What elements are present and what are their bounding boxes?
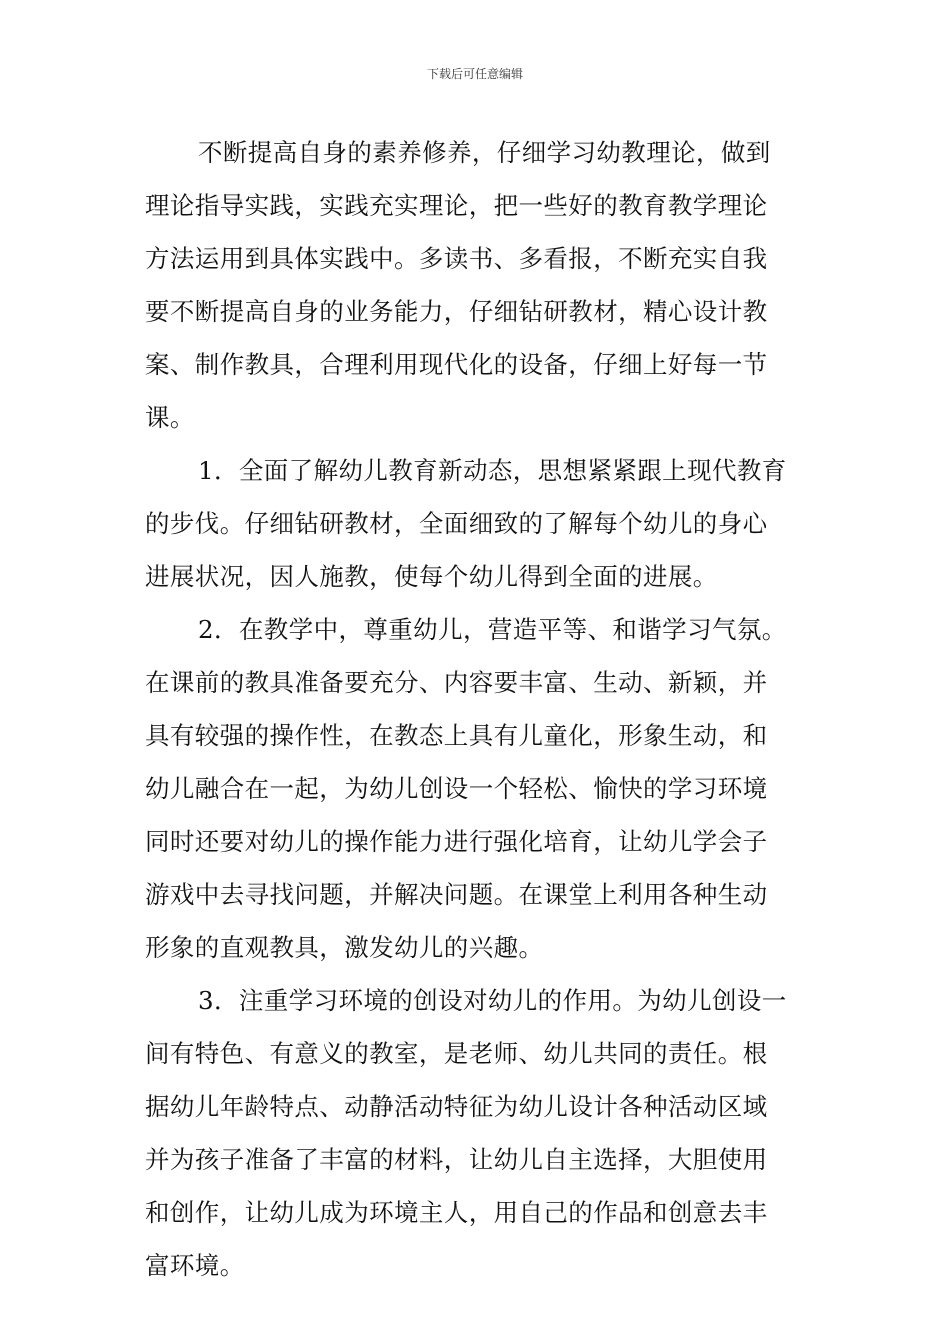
paragraph-item-2 xyxy=(145,603,807,974)
paragraph-item-3 xyxy=(145,974,807,1292)
paragraph-intro xyxy=(145,126,807,444)
paragraph-line: 并为孩子准备了丰富的材料，让幼儿自主选择，大胆使用 xyxy=(145,1145,768,1174)
paragraph-line: 1．全面了解幼儿教育新动态，思想紧紧跟上现代教育 xyxy=(198,456,787,485)
paragraph-line: 进展状况，因人施教，使每个幼儿得到全面的进展。 xyxy=(145,562,718,591)
paragraph-line: 要不断提高自身的业务能力，仔细钻研教材，精心设计教 xyxy=(145,297,768,326)
paragraph-line: 案、制作教具，合理利用现代化的设备，仔细上好每一节 xyxy=(145,350,768,379)
paragraph-line: 幼儿融合在一起，为幼儿创设一个轻松、愉快的学习环境 xyxy=(145,774,768,803)
paragraph-item-1 xyxy=(145,444,807,603)
paragraph-line: 间有特色、有意义的教室，是老师、幼儿共同的责任。根 xyxy=(145,1039,768,1068)
paragraph-line: 不断提高自身的素养修养，仔细学习幼教理论，做到 xyxy=(198,138,771,167)
paragraph-line: 富环境。 xyxy=(145,1251,245,1280)
paragraph-line: 和创作，让幼儿成为环境主人，用自己的作品和创意去丰 xyxy=(145,1198,768,1227)
paragraph-line: 游戏中去寻找问题，并解决问题。在课堂上利用各种生动 xyxy=(145,880,768,909)
body-text xyxy=(145,126,807,1292)
paragraph-line: 2．在教学中，尊重幼儿，营造平等、和谐学习气氛。 xyxy=(198,615,787,644)
paragraph-line: 据幼儿年龄特点、动静活动特征为幼儿设计各种活动区域 xyxy=(145,1092,768,1121)
paragraph-line: 的步伐。仔细钻研教材，全面细致的了解每个幼儿的身心 xyxy=(145,509,768,538)
paragraph-line: 同时还要对幼儿的操作能力进行强化培育，让幼儿学会子 xyxy=(145,827,768,856)
paragraph-line: 理论指导实践，实践充实理论，把一些好的教育教学理论 xyxy=(145,191,768,220)
paragraph-line: 具有较强的操作性，在教态上具有儿童化，形象生动，和 xyxy=(145,721,768,750)
paragraph-line: 形象的直观教具，激发幼儿的兴趣。 xyxy=(145,933,544,962)
paragraph-line: 课。 xyxy=(145,403,195,432)
paragraph-line: 在课前的教具准备要充分、内容要丰富、生动、新颖，并 xyxy=(145,668,768,697)
paragraph-line: 3．注重学习环境的创设对幼儿的作用。为幼儿创设一 xyxy=(198,986,787,1015)
paragraph-line: 方法运用到具体实践中。多读书、多看报，不断充实自我 xyxy=(145,244,768,273)
header-note: 下载后可任意编辑 xyxy=(426,67,523,81)
